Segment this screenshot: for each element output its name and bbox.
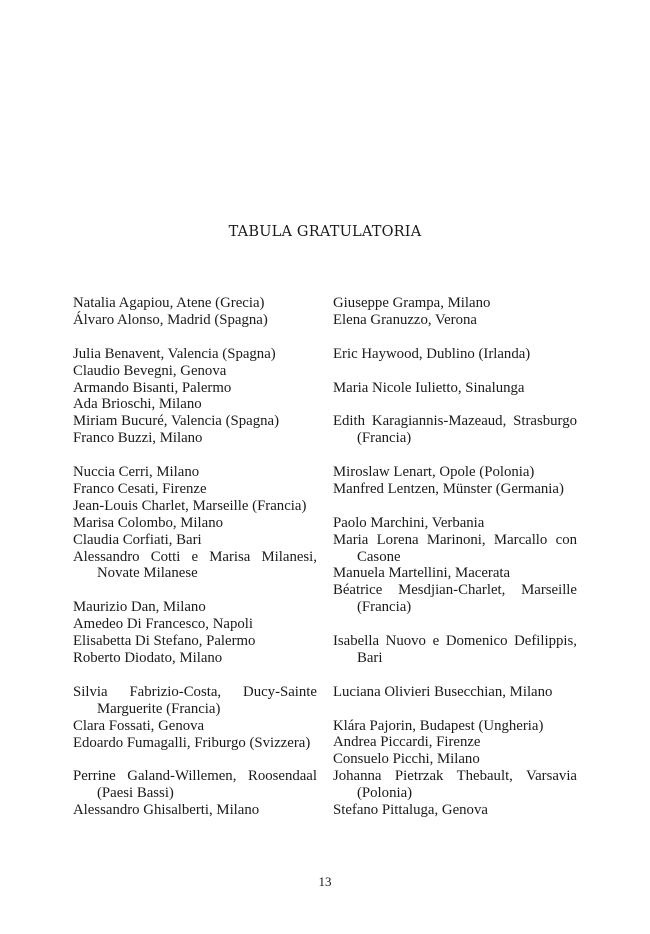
name-entry: Marisa Colombo, Milano (73, 514, 224, 531)
name-group (333, 718, 577, 819)
name-entry: Klára Pajorin, Budapest (Ungheria) (333, 717, 544, 734)
name-entry: Luciana Olivieri Busecchian, Milano (333, 683, 553, 700)
name-entry: Alessandro Cotti e Marisa Milanesi, Novate Milanese (73, 548, 317, 582)
name-entry: Consuelo Picchi, Milano (333, 751, 480, 768)
name-entry: Amedeo Di Francesco, Napoli (73, 616, 253, 633)
name-entry: Miriam Bucuré, Valencia (Spagna) (73, 413, 279, 430)
name-entry: Clara Fossati, Genova (73, 717, 205, 734)
name-entry: Isabella Nuovo e Domenico Defilippis, Bari (333, 633, 577, 666)
name-entry: Béatrice Mesdjian-Charlet, Marseille (Francia) (333, 582, 577, 616)
name-entry: Ada Brioschi, Milano (73, 396, 202, 413)
name-group (333, 380, 577, 397)
name-entry: Armando Bisanti, Palermo (73, 379, 232, 396)
name-entry: Maria Lorena Marinoni, Marcallo con Casone (333, 531, 577, 565)
name-entry: Roberto Diodato, Milano (73, 649, 223, 666)
name-entry: Franco Buzzi, Milano (73, 430, 203, 447)
name-entry: Jean-Louis Charlet, Marseille (Francia) (73, 497, 307, 514)
name-group (73, 464, 317, 582)
name-entry: Franco Cesati, Firenze (73, 480, 207, 497)
left-name-column (73, 295, 317, 836)
name-entry: Julia Benavent, Valencia (Spagna) (73, 345, 276, 362)
name-entry: Stefano Pittaluga, Genova (333, 802, 488, 819)
name-entry: Claudia Corfiati, Bari (73, 531, 202, 548)
name-group (333, 413, 577, 447)
name-entry: Paolo Marchini, Verbania (333, 514, 485, 531)
name-group (73, 346, 317, 447)
name-entry: Manfred Lentzen, Münster (Germania) (333, 480, 564, 497)
name-entry: Maurizio Dan, Milano (73, 599, 206, 616)
right-name-column (333, 295, 577, 836)
name-entry: Andrea Piccardi, Firenze (333, 734, 481, 751)
name-entry: Silvia Fabrizio-Costa, Ducy-Sainte Marguerite (Francia) (73, 683, 317, 717)
name-entry: Alessandro Ghisalberti, Milano (73, 802, 260, 819)
name-group (73, 684, 317, 752)
name-entry: Álvaro Alonso, Madrid (Spagna) (73, 311, 268, 328)
name-entry: Perrine Galand-Willemen, Roosendaal (Paesi Bassi) (73, 768, 317, 802)
name-group (333, 464, 577, 498)
name-entry: Edoardo Fumagalli, Friburgo (Svizzera) (73, 734, 311, 751)
name-entry: Maria Nicole Iulietto, Sinalunga (333, 379, 525, 396)
name-entry: Elisabetta Di Stefano, Palermo (73, 633, 256, 650)
name-entry: Miroslaw Lenart, Opole (Polonia) (333, 464, 535, 480)
page-title: TABULA GRATULATORIA (228, 224, 422, 240)
name-entry: Claudio Bevegni, Genova (73, 362, 227, 379)
name-group (333, 684, 577, 701)
name-group (73, 768, 317, 819)
name-group (333, 295, 577, 329)
name-group (73, 295, 317, 329)
name-group (73, 599, 317, 667)
name-group (333, 633, 577, 667)
name-entry: Johanna Pietrzak Thebault, Varsavia (Polonia) (333, 768, 577, 802)
page-number: 13 (318, 874, 332, 889)
name-entry: Natalia Agapiou, Atene (Grecia) (73, 295, 265, 311)
name-group (333, 515, 577, 616)
name-entry: Eric Haywood, Dublino (Irlanda) (333, 345, 531, 362)
name-entry: Edith Karagiannis-Mazeaud, Strasburgo (Francia) (333, 413, 577, 447)
name-entry: Giuseppe Grampa, Milano (333, 295, 491, 311)
name-entry: Elena Granuzzo, Verona (333, 311, 477, 328)
name-entry: Manuela Martellini, Macerata (333, 565, 511, 582)
name-group (333, 346, 577, 363)
name-entry: Nuccia Cerri, Milano (73, 464, 200, 481)
